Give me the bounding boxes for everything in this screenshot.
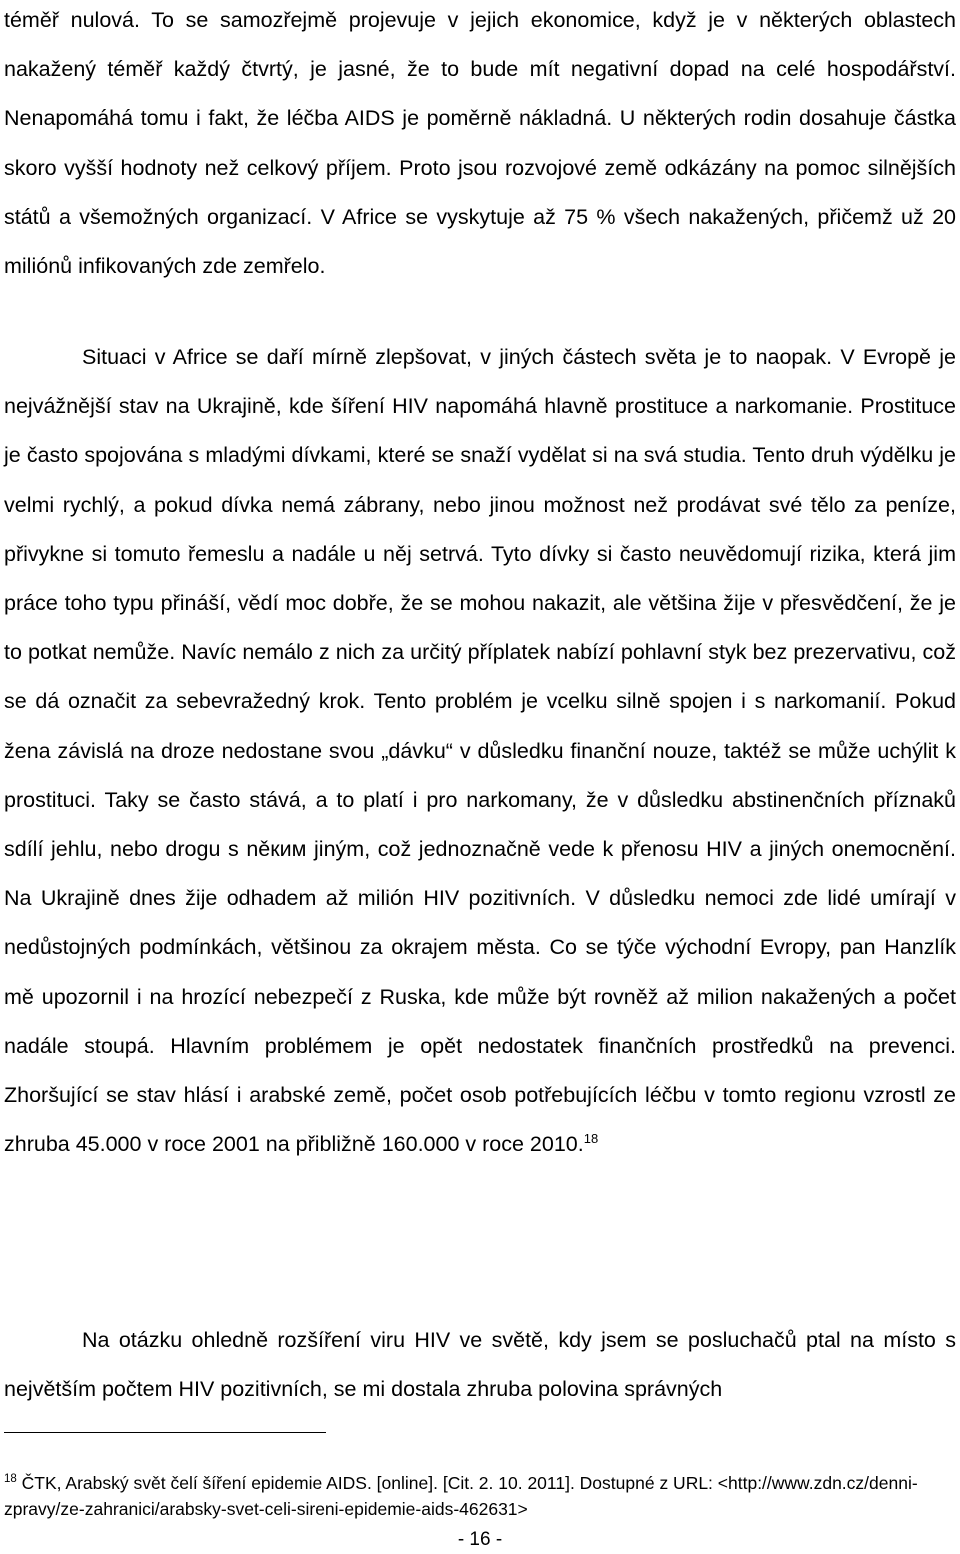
paragraph-hiv-europe-ukraine <box>4 333 956 1169</box>
paragraph-listener-question <box>4 1316 956 1414</box>
paragraph-text: téměř nulová. To se samozřejmě projevuje v jejich ekonomice, když je v některých oblastech nakažený téměř každý čtvrtý, je jasné, že to bude mít negativní dopad na celé hospodářství. Nenapomáhá tomu i fakt, že léčba AIDS je poměrně nákladná. U některých rodin dosahuje částka skoro vyšší hodnoty než celkový příjem. Proto jsou rozvojové země odkázány na pomoc silnějších států a všemožných organizací. V Africe se vyskytuje až 75 % všech nakažených, přičemž už 20 miliónů infikovaných zde zemřelo. <box>4 8 956 279</box>
footnote-separator <box>4 1432 326 1433</box>
paragraph-text: Na otázku ohledně rozšíření viru HIV ve světě, kdy jsem se posluchačů ptal na místo s největším počtem HIV pozitivních, se mi dostala zhruba polovina správných <box>4 1328 956 1402</box>
footnote-number: 18 <box>4 1473 17 1486</box>
footnote <box>4 1470 956 1522</box>
document-page <box>4 0 956 1554</box>
footnote-text: ČTK, Arabský svět čelí šíření epidemie AIDS. [online]. [Cit. 2. 10. 2011]. Dostupné z URL: <http://www.zdn.cz/denni-zpravy/ze-zahranici/arabsky-svet-celi-sireni-epidemie-aids-462631> <box>4 1473 918 1519</box>
paragraph-aids-economy-africa <box>4 0 956 291</box>
paragraph-text: Situaci v Africe se daří mírně zlepšovat, v jiných částech světa je to naopak. V Evropě je nejvážnější stav na Ukrajině, kde šíření HIV napomáhá hlavně prostituce a narkomanie. Prostituce je často spojována s mladými dívkami, které se snaží vydělat si na svá studia. Tento druh výdělku je velmi rychlý, a pokud dívka nemá zábrany, nebo jinou možnost než prodávat své tělo za peníze, přivykne si tomuto řemeslu a nadále u něj setrvá. Tyto dívky si často neuvědomují rizika, která jim práce toho typu přináší, vědí moc dobře, že se mohou nakazit, ale většina žije v přesvědčení, že je to potkat nemůže. Navíc nemálo z nich za určitý příplatek nabízí pohlavní styk bez prezervativu, což se dá označit za sebevražedný krok. Tento problém je vcelku silně spojen i s narkomanií. Pokud žena závislá na droze nedostane svou „dávku“ v důsledku finanční nouze, taktéž se může uchýlit k prostituci. Taky se často stává, a to platí i pro narkomany, že v důsledku abstinenčních příznaků sdílí jehlu, nebo drogu s něким jiným, což jednoznačně vede k přenosu HIV a jiných onemocnění. Na Ukrajině dnes žije odhadem až milión HIV pozitivních. V důsledku nemoci zde lidé umírají v nedůstojných podmínkách, většinou za okrajem města. Co se týče východní Evropy, pan Hanzlík mě upozornil i na hrozící nebezpečí z Ruska, kde může být rovněž až milion nakažených a počet nadále stoupá. Hlavním problémem je opět nedostatek finančních prostředků na prevenci. Zhoršující se stav hlásí i arabské země, počet osob potřebujících léčbu v tomto regionu vzrostl ze zhruba 45.000 v roce 2001 na přibližně 160.000 v roce 2010. <box>4 345 956 1157</box>
footnote-reference[interactable]: 18 <box>583 1131 599 1147</box>
page-number: - 16 - <box>457 1529 503 1550</box>
